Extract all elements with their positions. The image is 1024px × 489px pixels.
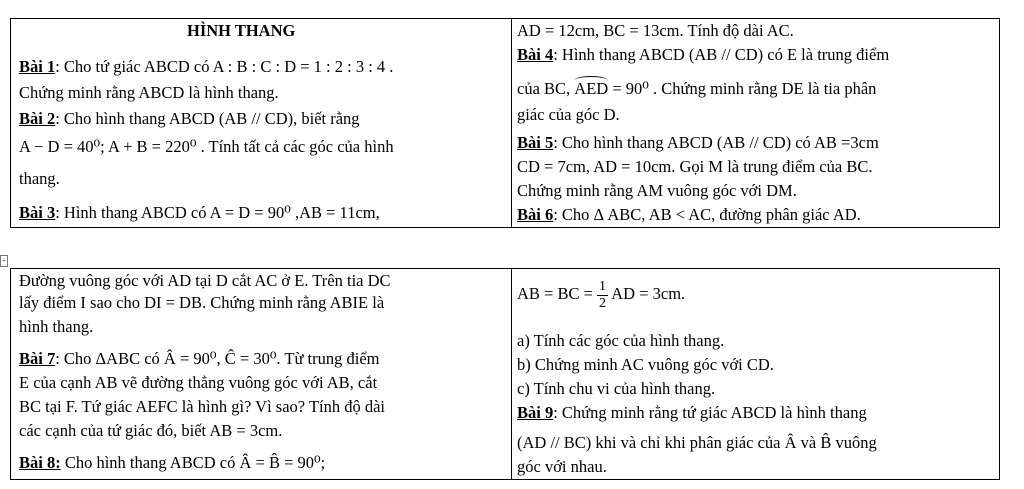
fraction-one-half: $\frac{1}{2}$: [599, 278, 607, 311]
column-divider: [511, 19, 512, 227]
column-divider: [511, 269, 512, 479]
exercise-5-line-3: Chứng minh rằng AM vuông góc với DM.: [517, 181, 797, 200]
exercise-7-line-3: BC tại F. Tứ giác AEFC là hình gì? Vì sao? Tính độ dài: [19, 397, 386, 416]
exercise-1-line-1: Bài 1: Cho tứ giác ABCD có A : B : C : D = 1 : 2 : 3 : 4 .: [19, 57, 394, 76]
exercise-1-line-2: Chứng minh rằng ABCD là hình thang.: [19, 83, 279, 102]
exercise-table-bottom: [10, 268, 1000, 480]
angle-ratio: A : B : C : D = 1 : 2 : 3 : 4 .: [212, 57, 394, 76]
exercise-6-continued-1: Đường vuông góc với AD tại D cắt AC ở E. Trên tia DC: [19, 271, 391, 290]
exercise-9-line-1: Bài 9: Chứng minh rằng tứ giác ABCD là hình thang: [517, 403, 867, 422]
exercise-8-line-1: Bài 8: Cho hình thang ABCD có Â = B̂ = 90⁰;: [19, 453, 326, 472]
exercise-8-continued-1: AB = BC = $\frac{1}{2}$ AD = 3cm.: [517, 278, 686, 311]
angle-aed: AED: [574, 79, 609, 98]
exercise-9-label: Bài 9: [517, 403, 554, 422]
exercise-7-line-2: E của cạnh AB vẽ đường thẳng vuông góc với AB, cắt: [19, 373, 378, 392]
exercise-8-label: Bài 8:: [19, 453, 61, 472]
exercise-5-line-1: Bài 5: Cho hình thang ABCD (AB // CD) có AB =3cm: [517, 133, 879, 152]
exercise-table-top: [10, 18, 1000, 228]
section-heading: HÌNH THANG: [187, 21, 296, 40]
exercise-3-continued: AD = 12cm, BC = 13cm. Tính độ dài AC.: [517, 21, 794, 40]
exercise-2-line-3: thang.: [19, 169, 60, 188]
exercise-4-line-3: giác của góc D.: [517, 105, 620, 124]
row-marker: +: [1, 256, 7, 265]
exercise-7-label: Bài 7: [19, 349, 56, 368]
exercise-8-part-c: c) Tính chu vi của hình thang.: [517, 379, 716, 398]
exercise-1-label: Bài 1: [19, 57, 56, 76]
exercise-3-label: Bài 3: [19, 203, 56, 222]
exercise-2-line-2: A − D = 40⁰; A + B = 220⁰ . Tính tất cả các góc của hình: [19, 137, 394, 156]
exercise-2-line-1: Bài 2: Cho hình thang ABCD (AB // CD), biết rằng: [19, 109, 360, 128]
exercise-6-continued-3: hình thang.: [19, 317, 94, 336]
exercise-8-part-b: b) Chứng minh AC vuông góc với CD.: [517, 355, 774, 374]
exercise-3-line-1: Bài 3: Hình thang ABCD có A = D = 90⁰ ,AB = 11cm,: [19, 203, 380, 222]
exercise-4-label: Bài 4: [517, 45, 554, 64]
exercise-8-part-a: a) Tính các góc của hình thang.: [517, 331, 725, 350]
exercise-2-label: Bài 2: [19, 109, 56, 128]
exercise-6-label: Bài 6: [517, 205, 554, 224]
exercise-4-line-2: của BC, AED = 90⁰ . Chứng minh rằng DE là tia phân: [517, 79, 877, 98]
exercise-9-line-3: góc với nhau.: [517, 457, 607, 476]
exercise-9-line-2: (AD // BC) khi và chỉ khi phân giác của Â và B̂ vuông: [517, 433, 877, 452]
exercise-5-label: Bài 5: [517, 133, 554, 152]
exercise-4-line-1: Bài 4: Hình thang ABCD (AB // CD) có E là trung điểm: [517, 45, 890, 64]
exercise-7-line-1: Bài 7: Cho ΔABC có Â = 90⁰, Ĉ = 30⁰. Từ trung điểm: [19, 349, 380, 368]
exercise-7-line-4: các cạnh của tứ giác đó, biết AB = 3cm.: [19, 421, 283, 440]
exercise-5-line-2: CD = 7cm, AD = 10cm. Gọi M là trung điểm của BC.: [517, 157, 873, 176]
exercise-6-continued-2: lấy điểm I sao cho DI = DB. Chứng minh rằng ABIE là: [19, 293, 385, 312]
exercise-6-line-1: Bài 6: Cho Δ ABC, AB < AC, đường phân giác AD.: [517, 205, 861, 224]
